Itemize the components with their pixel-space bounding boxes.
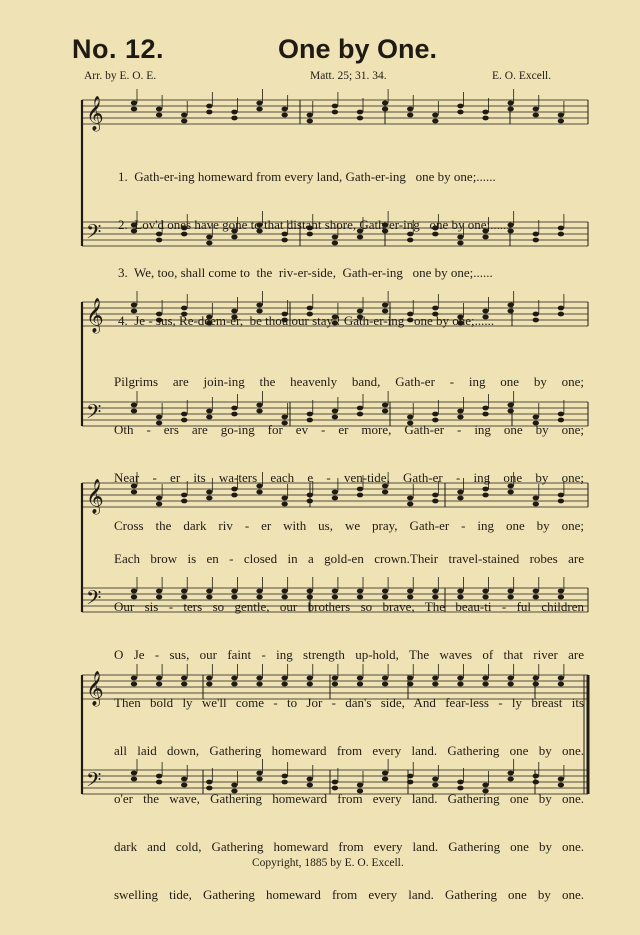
- melody-note: [407, 107, 413, 112]
- melody-note: [156, 113, 162, 118]
- melody-note: [332, 110, 338, 115]
- lyric-line: 3. We, too, shall come to the riv-er-side, Gath-er-ing one by one;......: [118, 265, 493, 280]
- melody-note: [482, 116, 488, 121]
- melody-note: [507, 101, 513, 106]
- bass-clef-icon: 𝄢: [86, 400, 102, 428]
- treble-clef-icon: 𝄞: [86, 479, 104, 514]
- treble-clef-icon: 𝄞: [86, 671, 104, 706]
- bass-note: [558, 226, 564, 231]
- lyric-line: Each brow is en - closed in a gold-en crown.Their travel-stained robes are: [114, 551, 584, 566]
- melody-note: [131, 107, 137, 112]
- scripture-reference: Matt. 25; 31. 34.: [310, 70, 387, 82]
- lyrics-system-1: [118, 137, 510, 361]
- lyric-line: Our sis - ters so gentle, our brothers so brave, The beau-ti - ful children: [114, 599, 584, 614]
- lyric-line: all laid down, Gathering homeward from every land. Gathering one by one.: [114, 743, 584, 758]
- treble-clef-icon: 𝄞: [86, 96, 104, 131]
- melody-note: [332, 104, 338, 109]
- melody-note: [432, 119, 438, 124]
- lyric-line: Near - er its wa-ters each e - ven-tide, Gath-er - ing one by one;: [114, 470, 584, 485]
- melody-note: [558, 306, 564, 311]
- melody-note: [533, 318, 539, 323]
- copyright-notice: Copyright, 1885 by E. O. Excell.: [252, 857, 404, 869]
- bass-note: [533, 232, 539, 237]
- melody-note: [307, 113, 313, 118]
- melody-note: [256, 107, 262, 112]
- bass-clef-icon: 𝄢: [86, 768, 102, 796]
- bass-note: [533, 238, 539, 243]
- melody-note: [533, 107, 539, 112]
- lyrics-system-3: [114, 519, 584, 743]
- melody-note: [507, 107, 513, 112]
- melody-note: [533, 113, 539, 118]
- melody-note: [206, 110, 212, 115]
- melody-note: [231, 110, 237, 115]
- melody-note: [131, 101, 137, 106]
- lyric-line: Cross the dark riv - er with us, we pray, Gath-er - ing one by one;: [114, 518, 584, 533]
- melody-note: [407, 113, 413, 118]
- melody-note: [181, 119, 187, 124]
- melody-note: [156, 107, 162, 112]
- melody-note: [432, 113, 438, 118]
- melody-note: [231, 116, 237, 121]
- melody-note: [357, 116, 363, 121]
- bass-note: [558, 232, 564, 237]
- melody-note: [206, 104, 212, 109]
- lyric-line: Then bold ly we'll come - to Jor - dan's side, And fear-less - ly breast its: [114, 695, 584, 710]
- lyric-line: 4. Je - sus, Re-deem-er, be thou our stay ! Gath-er-ing one by one;......: [118, 313, 495, 328]
- melody-note: [281, 113, 287, 118]
- hymn-title: One by One.: [278, 34, 438, 64]
- lyric-line: 2. Lov'd ones have gone to that distant shore, Gath-er-ing one by one;......: [118, 217, 510, 232]
- melody-note: [281, 107, 287, 112]
- lyric-line: Pilgrims are join-ing the heavenly band, Gath-er - ing one by one;: [114, 374, 584, 389]
- composer-credit: E. O. Excell.: [492, 70, 552, 82]
- treble-clef-icon: 𝄞: [86, 298, 104, 333]
- lyric-line: Oth - ers are go-ing for ev - er more, Gath-er - ing one by one;: [114, 422, 584, 437]
- bass-clef-icon: 𝄢: [86, 220, 102, 248]
- lyric-line: 1. Gath-er-ing homeward from every land, Gath-er-ing one by one;......: [118, 169, 496, 184]
- melody-note: [533, 312, 539, 317]
- melody-note: [382, 101, 388, 106]
- melody-note: [558, 113, 564, 118]
- melody-note: [457, 110, 463, 115]
- melody-note: [307, 119, 313, 124]
- melody-note: [382, 107, 388, 112]
- lyric-line: O Je - sus, our faint - ing strength up-hold, The waves of that river are: [114, 647, 584, 662]
- melody-note: [357, 110, 363, 115]
- bass-clef-icon: 𝄢: [86, 586, 102, 614]
- melody-note: [558, 119, 564, 124]
- lyrics-system-4: [114, 711, 584, 935]
- lyric-line: dark and cold, Gathering homeward from every land. Gathering one by one.: [114, 839, 584, 854]
- melody-note: [558, 312, 564, 317]
- melody-note: [256, 101, 262, 106]
- arranger-credit: Arr. by E. O. E.: [84, 70, 157, 82]
- melody-note: [181, 113, 187, 118]
- melody-note: [457, 104, 463, 109]
- melody-note: [482, 110, 488, 115]
- lyric-line: swelling tide, Gathering homeward from every land. Gathering one by one.: [114, 887, 584, 902]
- hymn-number: No. 12.: [72, 34, 165, 64]
- lyric-line: o'er the wave, Gathering homeward from every land. Gathering one by one.: [114, 791, 584, 806]
